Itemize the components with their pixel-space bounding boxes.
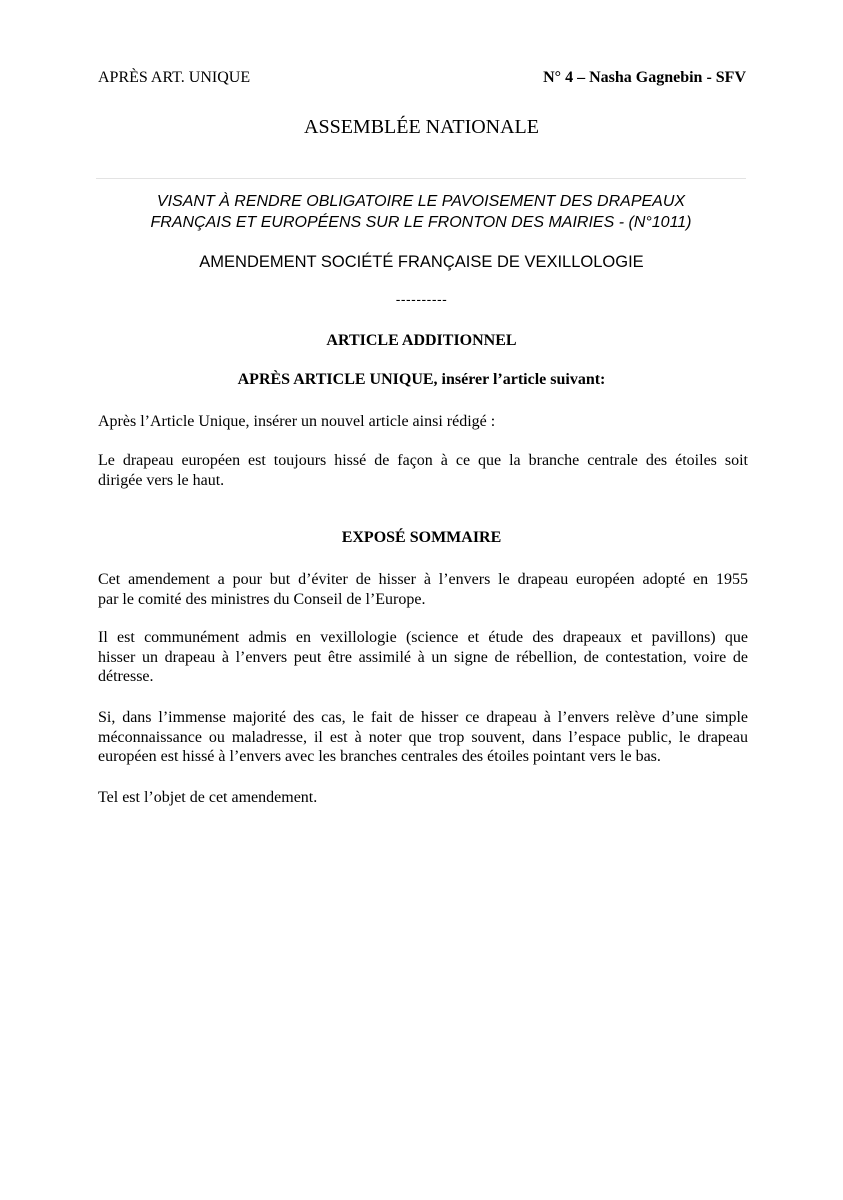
summary-paragraph-2 [98, 628, 748, 687]
article-text-line: dirigée vers le haut. [98, 471, 225, 489]
article-text-paragraph [98, 451, 748, 490]
bill-title-line: FRANÇAIS ET EUROPÉENS SUR LE FRONTON DES MAIRIES - (N°1011) [150, 214, 692, 231]
summary-paragraph-4 [98, 788, 748, 808]
amendment-label: AMENDEMENT SOCIÉTÉ FRANÇAISE DE VEXILLOLOGIE [199, 253, 644, 271]
header-location: APRÈS ART. UNIQUE [98, 69, 251, 86]
bill-title [96, 191, 746, 233]
summary-line: par le comité des ministres du Conseil de l’Europe. [98, 590, 426, 608]
summary-paragraph-1 [98, 570, 748, 609]
insert-heading: APRÈS ARTICLE UNIQUE, insérer l’article suivant: [237, 371, 606, 388]
summary-line: Tel est l’objet de cet amendement. [98, 789, 318, 806]
summary-line: détresse. [98, 668, 154, 685]
summary-line: Cet amendement a pour but d’éviter de hisser à l’envers le drapeau européen adopté en 1955 [98, 571, 748, 588]
summary-line: méconnaissance ou maladresse, il est à noter que trop souvent, dans l’espace public, le drapeau [98, 728, 748, 746]
summary-line: Si, dans l’immense majorité des cas, le fait de hisser ce drapeau à l’envers relève d’une simple [98, 709, 748, 726]
summary-heading: EXPOSÉ SOMMAIRE [341, 529, 502, 546]
article-heading: ARTICLE ADDITIONNEL [326, 332, 517, 349]
summary-line: Il est communément admis en vexillologie (science et étude des drapeaux et pavillons) que [98, 629, 748, 646]
summary-line: européen est hissé à l’envers avec les branches centrales des étoiles pointant vers le bas. [98, 748, 661, 765]
header-divider [96, 178, 746, 179]
assembly-title: ASSEMBLÉE NATIONALE [304, 116, 539, 138]
header-amendment-number: N° 4 – Nasha Gagnebin - SFV [543, 69, 746, 86]
summary-paragraph-3 [98, 708, 748, 767]
intro-paragraph [98, 412, 748, 432]
summary-line: hisser un drapeau à l’envers peut être assimilé à un signe de rébellion, de contestation, voire de [98, 648, 748, 666]
separator: ---------- [395, 291, 448, 307]
article-text-line: Le drapeau européen est toujours hissé de façon à ce que la branche centrale des étoiles soit [98, 452, 748, 469]
bill-title-line: VISANT À RENDRE OBLIGATOIRE LE PAVOISEMENT DES DRAPEAUX [156, 193, 686, 210]
intro-line: Après l’Article Unique, insérer un nouvel article ainsi rédigé : [98, 413, 496, 430]
